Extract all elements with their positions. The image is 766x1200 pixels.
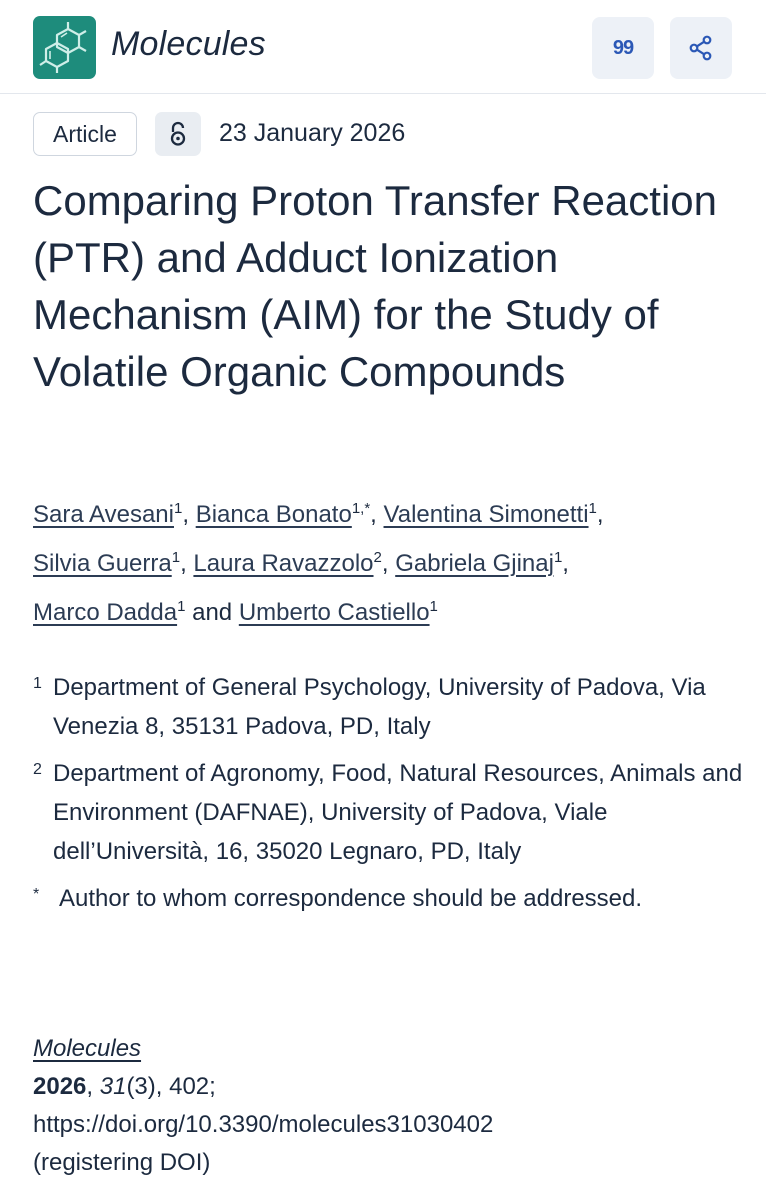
author-link[interactable]: Valentina Simonetti bbox=[383, 501, 589, 528]
affiliation-marker: 1 bbox=[33, 675, 42, 692]
publication-date: 23 January 2026 bbox=[219, 119, 406, 147]
affiliation-list bbox=[33, 668, 743, 926]
affiliation-marker: 2 bbox=[33, 761, 42, 778]
author-link[interactable]: Laura Ravazzolo bbox=[193, 550, 374, 577]
author-affiliation-marker: 1 bbox=[588, 500, 597, 517]
citation-journal-link[interactable]: Molecules bbox=[33, 1035, 142, 1062]
citation-volume: 31 bbox=[99, 1073, 127, 1100]
author-link[interactable]: Marco Dadda bbox=[33, 599, 178, 626]
author-separator: , bbox=[182, 501, 196, 528]
citation-sep: , bbox=[86, 1073, 100, 1100]
author-separator: , bbox=[381, 550, 396, 577]
author-separator: , bbox=[180, 550, 194, 577]
affiliation-item bbox=[33, 668, 743, 746]
author-link[interactable]: Sara Avesani bbox=[33, 501, 174, 528]
cite-button[interactable] bbox=[592, 17, 654, 79]
author-affiliation-marker: 1 bbox=[174, 500, 183, 517]
affiliation-marker: * bbox=[33, 886, 40, 903]
top-bar bbox=[0, 0, 766, 94]
author-affiliation-marker: 1,* bbox=[351, 500, 371, 517]
author-link[interactable]: Gabriela Gjinaj bbox=[395, 550, 554, 577]
share-icon bbox=[688, 35, 714, 61]
article-meta bbox=[33, 112, 733, 158]
citation-issue-pages: (3), 402; bbox=[126, 1073, 216, 1100]
author-affiliation-marker: 1 bbox=[429, 598, 438, 615]
affiliation-item bbox=[33, 754, 743, 871]
citation-doi-status: (registering DOI) bbox=[33, 1149, 211, 1176]
open-access-icon bbox=[155, 112, 201, 156]
author-list bbox=[33, 490, 743, 637]
author-affiliation-marker: 1 bbox=[553, 549, 563, 566]
citation-block bbox=[33, 1030, 743, 1182]
citation-doi[interactable]: https://doi.org/10.3390/molecules31030402 bbox=[33, 1111, 494, 1138]
journal-name[interactable]: Molecules bbox=[111, 25, 266, 63]
author-link[interactable]: Umberto Castiello bbox=[238, 599, 430, 626]
author-affiliation-marker: 1 bbox=[171, 549, 181, 566]
author-link[interactable]: Silvia Guerra bbox=[33, 550, 172, 577]
affiliation-item bbox=[33, 879, 743, 918]
author-separator: , bbox=[562, 550, 569, 577]
affiliation-text: Department of General Psychology, University of Padova, Via Venezia 8, 35131 Padova, PD, Italy bbox=[53, 674, 706, 740]
affiliation-text: Author to whom correspondence should be addressed. bbox=[59, 885, 643, 912]
author-separator: , bbox=[596, 501, 604, 528]
author-separator: and bbox=[185, 599, 239, 626]
author-affiliation-marker: 1 bbox=[177, 598, 186, 615]
citation-year: 2026 bbox=[33, 1073, 87, 1100]
author-affiliation-marker: 2 bbox=[373, 549, 382, 566]
cite-label: 99 bbox=[612, 36, 634, 59]
affiliation-text: Department of Agronomy, Food, Natural Resources, Animals and Environment (DAFNAE), University of Padova, Viale dell’Università, 16, 35020 Legnaro, PD, Italy bbox=[53, 760, 743, 865]
share-button[interactable] bbox=[670, 17, 732, 79]
article-title: Comparing Proton Transfer Reaction (PTR) and Adduct Ionization Mechanism (AIM) for the Study of Volatile Organic Compounds bbox=[33, 177, 717, 395]
molecule-logo-icon[interactable] bbox=[33, 16, 96, 79]
article-type-badge: Article bbox=[33, 112, 137, 156]
author-separator: , bbox=[370, 501, 384, 528]
author-link[interactable]: Bianca Bonato bbox=[195, 501, 352, 528]
